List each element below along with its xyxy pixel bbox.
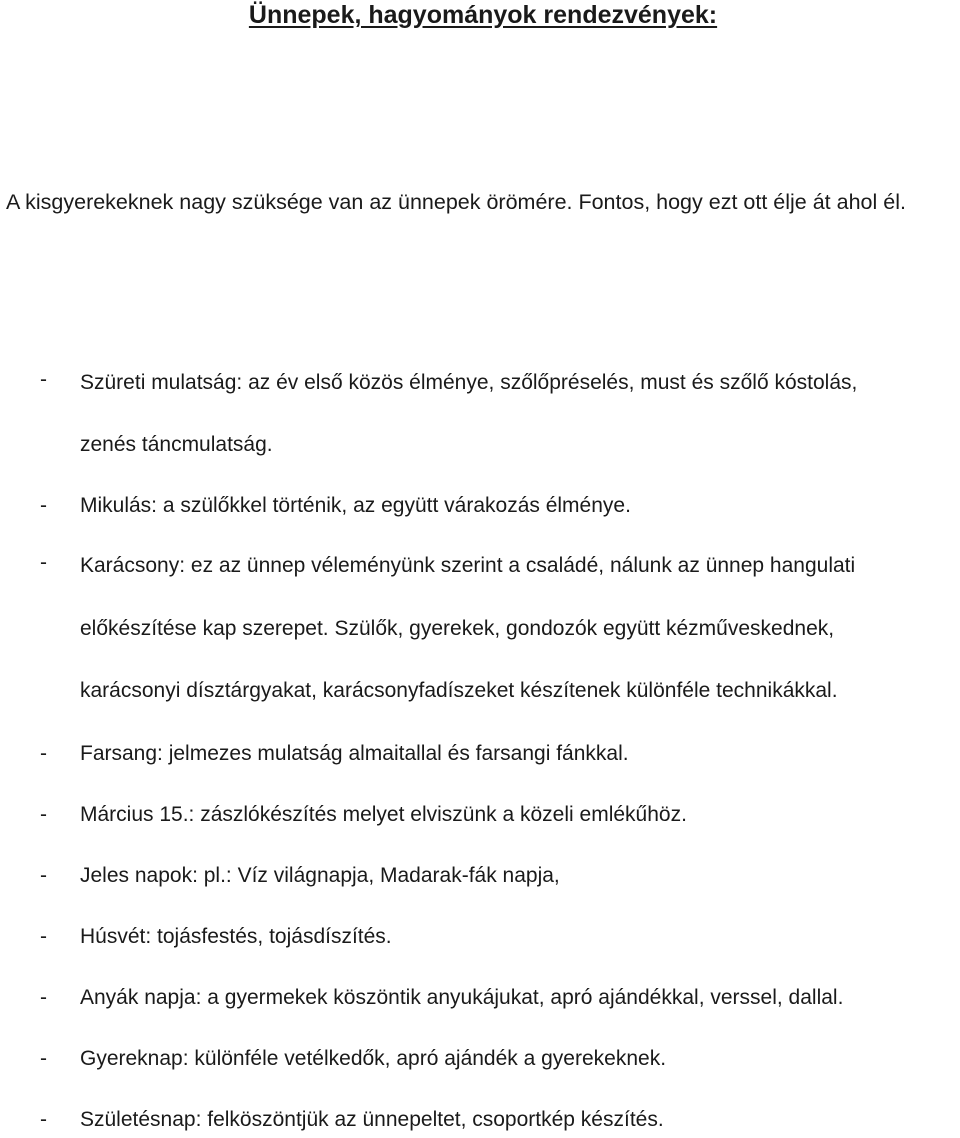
list-item-text (80, 983, 940, 1013)
list-item-line: Gyereknap: különféle vetélkedők, apró ajándék a gyerekeknek. (80, 1047, 667, 1070)
list-bullet: - (40, 1108, 47, 1131)
list-item-text (80, 1105, 940, 1135)
list-bullet: - (40, 368, 47, 391)
page-title: Ünnepek, hagyományok rendezvények: (248, 1, 718, 29)
list-item-text (80, 368, 940, 460)
list-bullet: - (40, 864, 47, 887)
list-item-line: Farsang: jelmezes mulatság almaitallal és farsangi fánkkal. (80, 742, 629, 765)
list-bullet: - (40, 742, 47, 765)
list-bullet: - (40, 494, 47, 517)
list-bullet: - (40, 551, 47, 574)
list-item-line: Karácsony: ez az ünnep véleményünk szerint a családé, nálunk az ünnep hangulati (80, 554, 856, 577)
list-item-line: zenés táncmulatság. (80, 433, 273, 456)
intro-paragraph: A kisgyerekeknek nagy szüksége van az ünnepek örömére. Fontos, hogy ezt ott élje át ahol él. (6, 190, 906, 214)
list-bullet: - (40, 986, 47, 1009)
list-bullet: - (40, 1047, 47, 1070)
list-bullet: - (40, 925, 47, 948)
list-item-text (80, 861, 940, 891)
list-item-text (80, 491, 940, 521)
list-item-line: előkészítése kap szerepet. Szülők, gyerekek, gondozók együtt kézműveskednek, (80, 617, 835, 640)
list-item-text (80, 551, 940, 706)
list-item-line: Húsvét: tojásfestés, tojásdíszítés. (80, 925, 392, 948)
list-item-text (80, 739, 940, 769)
list-item-line: Mikulás: a szülőkkel történik, az együtt várakozás élménye. (80, 494, 631, 517)
list-item-text (80, 1044, 940, 1074)
list-item-line: karácsonyi dísztárgyakat, karácsonyfadíszeket készítenek különféle technikákkal. (80, 679, 838, 702)
list-item-line: Születésnap: felköszöntjük az ünnepeltet, csoportkép készítés. (80, 1108, 664, 1131)
list-item-text (80, 922, 940, 952)
list-bullet: - (40, 803, 47, 826)
list-item-line: Anyák napja: a gyermekek köszöntik anyukájukat, apró ajándékkal, verssel, dallal. (80, 986, 844, 1009)
list-item-text (80, 800, 940, 830)
list-item-line: Szüreti mulatság: az év első közös élménye, szőlőpréselés, must és szőlő kóstolás, (80, 371, 858, 394)
list-item-line: Jeles napok: pl.: Víz világnapja, Madarak-fák napja, (80, 864, 560, 887)
list-item-line: Március 15.: zászlókészítés melyet elviszünk a közeli emlékűhöz. (80, 803, 687, 826)
